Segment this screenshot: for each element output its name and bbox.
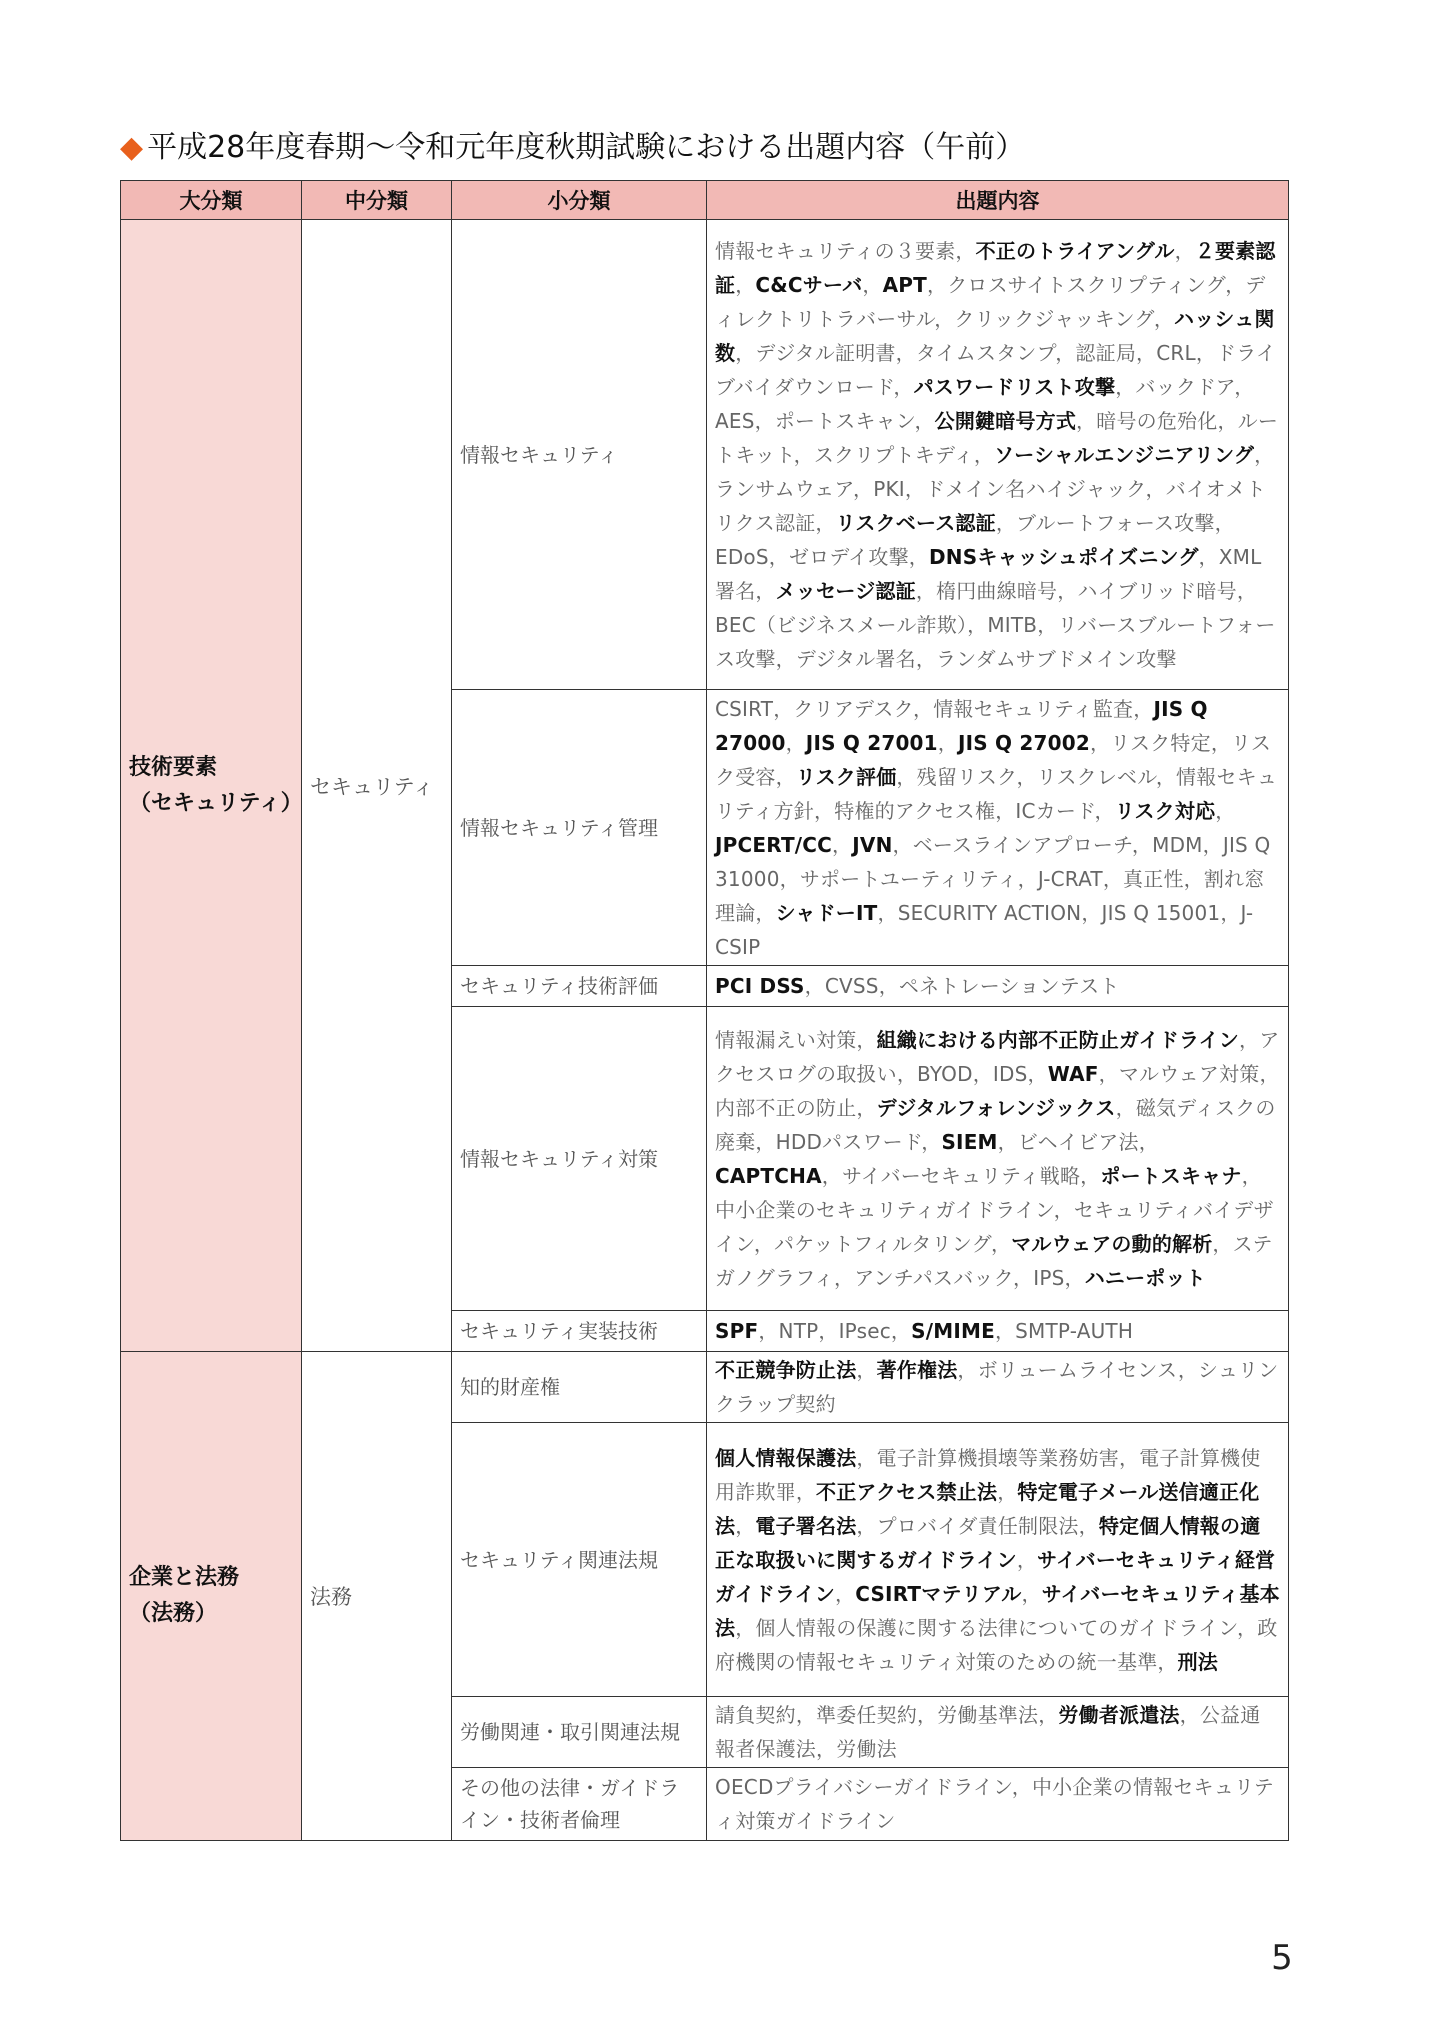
topic-item: 情報セキュリティ方針 bbox=[715, 764, 1278, 823]
separator: ， bbox=[856, 1513, 877, 1538]
separator: ， bbox=[934, 306, 955, 331]
separator: ， bbox=[1198, 544, 1219, 569]
topic-item-bold: ハッシュ関数 bbox=[715, 306, 1275, 365]
separator: ， bbox=[768, 544, 789, 569]
topic-item: 労働基準法 bbox=[937, 1703, 1039, 1727]
separator: ， bbox=[856, 1095, 877, 1120]
topic-item-bold: パスワードリスト攻撃 bbox=[913, 374, 1116, 399]
separator: ， bbox=[1027, 1061, 1048, 1086]
chu-cell: 法務 bbox=[302, 1352, 452, 1841]
topic-item: BEC（ビジネスメール詐欺） bbox=[715, 612, 968, 637]
topic-item-bold: JIS Q 27000 bbox=[715, 696, 1208, 755]
separator: ， bbox=[1155, 764, 1177, 789]
topic-item: ステガノグラフィ bbox=[715, 1231, 1273, 1290]
topic-item-bold: 不正競争防止法 bbox=[715, 1358, 857, 1382]
content-cell bbox=[707, 1311, 1289, 1352]
topic-item-bold: JPCERT/CC bbox=[715, 832, 833, 857]
sho-cell: 情報セキュリティ対策 bbox=[452, 1007, 707, 1311]
separator: ， bbox=[1234, 374, 1255, 399]
topic-item: 準委任契約 bbox=[816, 1703, 918, 1727]
separator: ， bbox=[832, 832, 853, 857]
topic-item: CRL bbox=[1156, 340, 1196, 365]
separator: ， bbox=[1011, 1775, 1032, 1799]
topic-item-bold: デジタルフォレンジックス bbox=[876, 1095, 1116, 1120]
separator: ， bbox=[755, 1129, 776, 1154]
topic-item-bold: S/MIME bbox=[911, 1319, 995, 1343]
topic-item: ブルートフォース攻撃 bbox=[1016, 510, 1215, 535]
topic-item: OECDプライバシーガイドライン bbox=[715, 1775, 1012, 1799]
topic-item: IDS bbox=[992, 1061, 1028, 1086]
separator: ， bbox=[779, 866, 800, 891]
topic-item: J-CSIP bbox=[715, 900, 1254, 959]
separator: ， bbox=[1239, 1027, 1260, 1052]
sho-cell: セキュリティ実装技術 bbox=[452, 1311, 707, 1352]
separator: ， bbox=[878, 974, 899, 998]
separator: ， bbox=[995, 798, 1016, 823]
topic-item: 暗号の危殆化 bbox=[1096, 408, 1218, 433]
separator: ， bbox=[1090, 730, 1111, 755]
separator: ， bbox=[1237, 1615, 1258, 1640]
topic-item: 認証局 bbox=[1075, 340, 1137, 365]
sho-cell: その他の法律・ガイドライン・技術者倫理 bbox=[452, 1768, 707, 1841]
separator: ， bbox=[1119, 1445, 1140, 1470]
separator: ， bbox=[1013, 1265, 1034, 1290]
topic-item: ポートスキャン bbox=[774, 408, 915, 433]
separator: ， bbox=[1038, 1703, 1059, 1727]
topic-item: CVSS bbox=[824, 974, 879, 998]
content-cell bbox=[707, 220, 1289, 690]
sho-cell: セキュリティ関連法規 bbox=[452, 1423, 707, 1697]
topic-item: J-CRAT bbox=[1037, 866, 1103, 891]
separator: ， bbox=[973, 442, 995, 467]
header-content: 出題内容 bbox=[707, 181, 1289, 220]
topic-item: 電子計算機使用詐欺罪 bbox=[715, 1445, 1261, 1504]
sho-cell: セキュリティ技術評価 bbox=[452, 966, 707, 1007]
topic-item: ビヘイビア法 bbox=[1017, 1129, 1139, 1154]
topic-item-bold: APT bbox=[882, 272, 927, 297]
topic-item: 楕円曲線暗号 bbox=[936, 578, 1058, 603]
header-dai: 大分類 bbox=[121, 181, 302, 220]
separator: ， bbox=[1064, 1265, 1085, 1290]
topic-item: 情報セキュリティの３要素 bbox=[715, 238, 956, 263]
table-row bbox=[121, 1352, 1289, 1423]
separator: ， bbox=[1133, 696, 1154, 721]
topic-item: リスク受容 bbox=[715, 730, 1272, 789]
exam-topics-table bbox=[120, 180, 1289, 1841]
topic-item: スクリプトキディ bbox=[813, 442, 974, 467]
separator: ， bbox=[1236, 578, 1258, 603]
topic-item: 情報漏えい対策 bbox=[715, 1027, 857, 1052]
separator: ， bbox=[997, 1479, 1018, 1504]
separator: ， bbox=[995, 510, 1017, 535]
topic-item: ドライブバイダウンロード bbox=[715, 340, 1277, 399]
topic-item: ゼロデイ攻撃 bbox=[788, 544, 909, 569]
separator: ， bbox=[1153, 306, 1175, 331]
separator: ， bbox=[972, 1061, 993, 1086]
separator: ， bbox=[1094, 798, 1115, 823]
topic-item: IPS bbox=[1033, 1265, 1065, 1290]
separator: ， bbox=[913, 696, 934, 721]
separator: ， bbox=[997, 1129, 1018, 1154]
separator: ， bbox=[834, 1265, 855, 1290]
topic-item: ボリュームライセンス bbox=[977, 1358, 1178, 1382]
separator: ， bbox=[1174, 238, 1195, 263]
topic-item-bold: 特定個人情報の適正な取扱いに関するガイドライン bbox=[715, 1513, 1261, 1572]
separator: ， bbox=[1225, 272, 1246, 297]
topic-item: ルートキット bbox=[715, 408, 1279, 467]
separator: ， bbox=[775, 764, 796, 789]
topic-item-bold: ２要素認証 bbox=[715, 238, 1276, 297]
topic-item-bold: 著作権法 bbox=[876, 1358, 958, 1382]
separator: ， bbox=[862, 272, 883, 297]
topic-item: 公益通報者保護法 bbox=[715, 1703, 1261, 1761]
topic-item-bold: WAF bbox=[1047, 1061, 1099, 1086]
topic-item: サイバーセキュリティ戦略 bbox=[841, 1163, 1081, 1188]
topic-item-bold: 公開鍵暗号方式 bbox=[934, 408, 1077, 433]
separator: ， bbox=[921, 1129, 942, 1154]
separator: ， bbox=[1102, 866, 1124, 891]
separator: ， bbox=[773, 696, 794, 721]
separator: ， bbox=[1183, 866, 1204, 891]
separator: ， bbox=[815, 510, 836, 535]
topic-item: ペネトレーションテスト bbox=[898, 974, 1120, 998]
topic-item: PKI bbox=[873, 476, 905, 501]
topic-item: デジタル署名 bbox=[795, 646, 916, 671]
table-body bbox=[121, 220, 1289, 1841]
separator: ， bbox=[1080, 1163, 1101, 1188]
separator: ， bbox=[896, 1061, 918, 1086]
separator: ， bbox=[795, 1479, 817, 1504]
separator: ， bbox=[853, 476, 874, 501]
separator: ， bbox=[1179, 1703, 1200, 1727]
separator: ， bbox=[821, 1163, 842, 1188]
separator: ， bbox=[1210, 730, 1232, 755]
topic-item: 内部不正の防止 bbox=[715, 1095, 857, 1120]
content-cell bbox=[707, 966, 1289, 1007]
separator: ， bbox=[1021, 1581, 1042, 1606]
separator: ， bbox=[785, 730, 806, 755]
separator: ， bbox=[1157, 1649, 1178, 1674]
topic-item: JIS Q 31000 bbox=[715, 832, 1271, 891]
separator: ， bbox=[955, 238, 976, 263]
separator: ， bbox=[814, 798, 835, 823]
chu-cell: セキュリティ bbox=[302, 220, 452, 1352]
separator: ， bbox=[795, 1703, 817, 1727]
separator: ， bbox=[1037, 612, 1058, 637]
topic-item: クリックジャッキング bbox=[954, 306, 1154, 331]
page-number: 5 bbox=[1271, 1938, 1293, 1978]
topic-item-bold: サイバーセキュリティ基本法 bbox=[715, 1581, 1280, 1640]
topic-item: HDDパスワード bbox=[775, 1129, 922, 1154]
separator: ， bbox=[1055, 340, 1076, 365]
separator: ， bbox=[775, 646, 796, 671]
topic-item: タイムスタンプ bbox=[915, 340, 1056, 365]
separator: ， bbox=[1241, 1163, 1262, 1188]
topic-item: 労働法 bbox=[836, 1737, 897, 1761]
topic-item-bold: ソーシャルエンジニアリング bbox=[994, 442, 1255, 467]
separator: ， bbox=[893, 374, 914, 399]
topic-item-bold: リスク評価 bbox=[795, 764, 897, 789]
topic-item-bold: DNSキャッシュポイズニング bbox=[929, 544, 1199, 569]
topic-item-bold: CAPTCHA bbox=[715, 1163, 822, 1188]
topic-item: シュリンクラップ契約 bbox=[715, 1358, 1279, 1416]
topic-item-bold: CSIRTマテリアル bbox=[855, 1581, 1022, 1606]
content-cell bbox=[707, 1007, 1289, 1311]
separator: ， bbox=[1215, 798, 1236, 823]
topic-item: BYOD bbox=[917, 1061, 973, 1086]
topic-item-bold: ハニーポット bbox=[1084, 1265, 1206, 1290]
separator: ， bbox=[991, 1231, 1012, 1256]
separator: ， bbox=[1098, 1061, 1119, 1086]
topic-item-bold: C&Cサーバ bbox=[755, 272, 863, 297]
dai-cell: 技術要素 （セキュリティ） bbox=[121, 220, 302, 1352]
content-cell bbox=[707, 1768, 1289, 1841]
topic-item: パケットフィルタリング bbox=[774, 1231, 992, 1256]
separator: ， bbox=[856, 1445, 877, 1470]
topic-item: ベースラインアプローチ bbox=[912, 832, 1132, 857]
topic-item-bold: SIEM bbox=[941, 1129, 998, 1154]
topic-item: リスクレベル bbox=[1036, 764, 1156, 789]
topic-item-bold: 不正のトライアングル bbox=[975, 238, 1175, 263]
header-chu: 中分類 bbox=[302, 181, 452, 220]
separator: ， bbox=[755, 900, 776, 925]
separator: ， bbox=[1115, 1095, 1136, 1120]
separator: ， bbox=[1220, 900, 1241, 925]
topic-item: CSIRT bbox=[715, 696, 774, 721]
topic-item: ICカード bbox=[1015, 798, 1095, 823]
separator: ， bbox=[735, 1513, 756, 1538]
sho-cell: 情報セキュリティ管理 bbox=[452, 690, 707, 966]
separator: ， bbox=[890, 1319, 912, 1343]
topic-item: 情報セキュリティ監査 bbox=[933, 696, 1134, 721]
topic-item: EDoS bbox=[715, 544, 769, 569]
topic-item: SECURITY ACTION bbox=[897, 900, 1082, 925]
topic-item: AES bbox=[715, 408, 755, 433]
separator: ， bbox=[735, 340, 756, 365]
sho-cell: 労働関連・取引関連法規 bbox=[452, 1697, 707, 1768]
topic-item-bold: SPF bbox=[715, 1319, 759, 1343]
topic-item-bold: 個人情報保護法 bbox=[715, 1445, 857, 1470]
separator: ， bbox=[892, 832, 913, 857]
topic-item: SMTP-AUTH bbox=[1015, 1319, 1134, 1343]
topic-item: MITB bbox=[987, 612, 1038, 637]
separator: ， bbox=[1214, 510, 1235, 535]
topic-item-bold: JIS Q 27002 bbox=[958, 730, 1090, 755]
topic-item: ランサムウェア bbox=[715, 476, 853, 501]
topic-item: 磁気ディスクの廃棄 bbox=[715, 1095, 1276, 1154]
separator: ， bbox=[937, 730, 958, 755]
topic-item: ディレクトリトラバーサル bbox=[715, 272, 1266, 331]
separator: ， bbox=[957, 1358, 978, 1382]
separator: ， bbox=[755, 578, 776, 603]
topic-item-bold: 特定電子メール送信適正化法 bbox=[715, 1479, 1260, 1538]
separator: ， bbox=[927, 272, 948, 297]
topic-item: NTP bbox=[778, 1319, 819, 1343]
page-title bbox=[120, 126, 1320, 170]
topic-item: IPsec bbox=[838, 1319, 891, 1343]
content-cell bbox=[707, 1352, 1289, 1423]
topic-item: ランダムサブドメイン攻撃 bbox=[936, 646, 1177, 671]
separator: ， bbox=[804, 974, 825, 998]
separator: ， bbox=[967, 612, 988, 637]
topic-item-bold: サイバーセキュリティ経営ガイドライン bbox=[715, 1547, 1276, 1606]
topic-item-bold: シャドーIT bbox=[775, 900, 878, 925]
topic-item: マルウェア対策 bbox=[1118, 1061, 1260, 1086]
separator: ， bbox=[1017, 866, 1038, 891]
topic-item: バイオメトリクス認証 bbox=[715, 476, 1266, 535]
topic-item: 政府機関の情報セキュリティ対策のための統一基準 bbox=[715, 1615, 1278, 1674]
separator: ， bbox=[877, 900, 898, 925]
separator: ， bbox=[1076, 408, 1097, 433]
topic-item: 特権的アクセス権 bbox=[834, 798, 996, 823]
topic-item-bold: ポートスキャナ bbox=[1100, 1163, 1242, 1188]
separator: ， bbox=[1202, 832, 1223, 857]
topic-item-bold: マルウェアの動的解析 bbox=[1011, 1231, 1213, 1256]
content-cell bbox=[707, 690, 1289, 966]
separator: ， bbox=[1195, 340, 1217, 365]
separator: ， bbox=[754, 408, 775, 433]
separator: ， bbox=[818, 1319, 839, 1343]
separator: ， bbox=[917, 1703, 938, 1727]
topic-item: 中小企業の情報セキュリティ対策ガイドライン bbox=[715, 1775, 1274, 1833]
separator: ， bbox=[753, 1231, 775, 1256]
topic-item-bold: 労働者派遣法 bbox=[1058, 1703, 1180, 1727]
topic-item: 残留リスク bbox=[916, 764, 1017, 789]
topic-item-bold: JVN bbox=[852, 832, 893, 857]
topic-item: 個人情報の保護に関する法律についてのガイドライン bbox=[755, 1615, 1238, 1640]
separator: ， bbox=[904, 476, 926, 501]
separator: ， bbox=[735, 1615, 756, 1640]
separator: ， bbox=[915, 578, 937, 603]
separator: ， bbox=[1217, 408, 1238, 433]
separator: ， bbox=[896, 764, 917, 789]
topic-item: プロバイダ責任制限法 bbox=[876, 1513, 1079, 1538]
separator: ， bbox=[793, 442, 814, 467]
topic-item: 中小企業のセキュリティガイドライン bbox=[715, 1197, 1054, 1222]
separator: ， bbox=[1145, 476, 1166, 501]
topic-item: MDM bbox=[1152, 832, 1203, 857]
separator: ， bbox=[915, 646, 937, 671]
topic-item: リスク特定 bbox=[1110, 730, 1211, 755]
topic-item-bold: PCI DSS bbox=[715, 974, 805, 998]
separator: ， bbox=[994, 1319, 1016, 1343]
topic-item-bold: リスク対応 bbox=[1114, 798, 1216, 823]
separator: ， bbox=[908, 544, 929, 569]
topic-item: XML署名 bbox=[715, 544, 1262, 603]
content-cell bbox=[707, 1423, 1289, 1697]
dai-cell: 企業と法務 （法務） bbox=[121, 1352, 302, 1841]
separator: ， bbox=[856, 1027, 877, 1052]
separator: ， bbox=[1115, 374, 1136, 399]
content-cell bbox=[707, 1697, 1289, 1768]
separator: ， bbox=[895, 340, 916, 365]
sho-cell: 知的財産権 bbox=[452, 1352, 707, 1423]
header-sho: 小分類 bbox=[452, 181, 707, 220]
separator: ， bbox=[1212, 1231, 1233, 1256]
topic-item: アクセスログの取扱い bbox=[715, 1027, 1280, 1086]
sho-cell: 情報セキュリティ bbox=[452, 220, 707, 690]
topic-item: 真正性 bbox=[1123, 866, 1184, 891]
topic-item: アンチパスバック bbox=[854, 1265, 1014, 1290]
diamond-bullet-icon: ◆ bbox=[120, 130, 144, 165]
topic-item: 割れ窓理論 bbox=[715, 866, 1265, 925]
topic-item: 電子計算機損壊等業務妨害 bbox=[876, 1445, 1120, 1470]
topic-item: デジタル証明書 bbox=[755, 340, 896, 365]
topic-item: クロスサイトスクリプティング bbox=[947, 272, 1226, 297]
separator: ， bbox=[1177, 1358, 1199, 1382]
title-text: 平成28年度春期～令和元年度秋期試験における出題内容（午前） bbox=[147, 130, 1026, 165]
topic-item-bold: リスクベース認証 bbox=[835, 510, 996, 535]
separator: ， bbox=[1016, 764, 1037, 789]
topic-item-bold: 刑法 bbox=[1177, 1649, 1219, 1674]
separator: ， bbox=[816, 1737, 837, 1761]
separator: ， bbox=[1081, 900, 1102, 925]
topic-item-bold: JIS Q 27001 bbox=[805, 730, 938, 755]
topic-item: リバースブルートフォース攻撃 bbox=[715, 612, 1276, 671]
separator: ， bbox=[1078, 1513, 1099, 1538]
separator: ， bbox=[735, 272, 756, 297]
separator: ， bbox=[758, 1319, 779, 1343]
separator: ， bbox=[1016, 1547, 1038, 1572]
separator: ， bbox=[1259, 1061, 1280, 1086]
topic-item: 請負契約 bbox=[715, 1703, 796, 1727]
separator: ， bbox=[1057, 578, 1078, 603]
separator: ， bbox=[914, 408, 935, 433]
separator: ， bbox=[1138, 1129, 1159, 1154]
topic-item: サポートユーティリティ bbox=[799, 866, 1018, 891]
separator: ， bbox=[835, 1581, 856, 1606]
separator: ， bbox=[1254, 442, 1275, 467]
table-row bbox=[121, 220, 1289, 690]
topic-item: ドメイン名ハイジャック bbox=[925, 476, 1146, 501]
separator: ， bbox=[1136, 340, 1157, 365]
topic-item: セキュリティバイデザイン bbox=[715, 1197, 1274, 1256]
topic-item: JIS Q 15001 bbox=[1101, 900, 1221, 925]
header-row bbox=[121, 181, 1289, 220]
topic-item-bold: 組織における内部不正防止ガイドライン bbox=[876, 1027, 1240, 1052]
topic-item-bold: 不正アクセス禁止法 bbox=[816, 1479, 998, 1504]
topic-item: バックドア bbox=[1135, 374, 1235, 399]
topic-item: クリアデスク bbox=[793, 696, 914, 721]
topic-item: ハイブリッド暗号 bbox=[1077, 578, 1237, 603]
separator: ， bbox=[856, 1358, 877, 1382]
separator: ， bbox=[1053, 1197, 1074, 1222]
topic-item-bold: メッセージ認証 bbox=[775, 578, 916, 603]
topic-item-bold: 電子署名法 bbox=[755, 1513, 857, 1538]
separator: ， bbox=[1131, 832, 1153, 857]
